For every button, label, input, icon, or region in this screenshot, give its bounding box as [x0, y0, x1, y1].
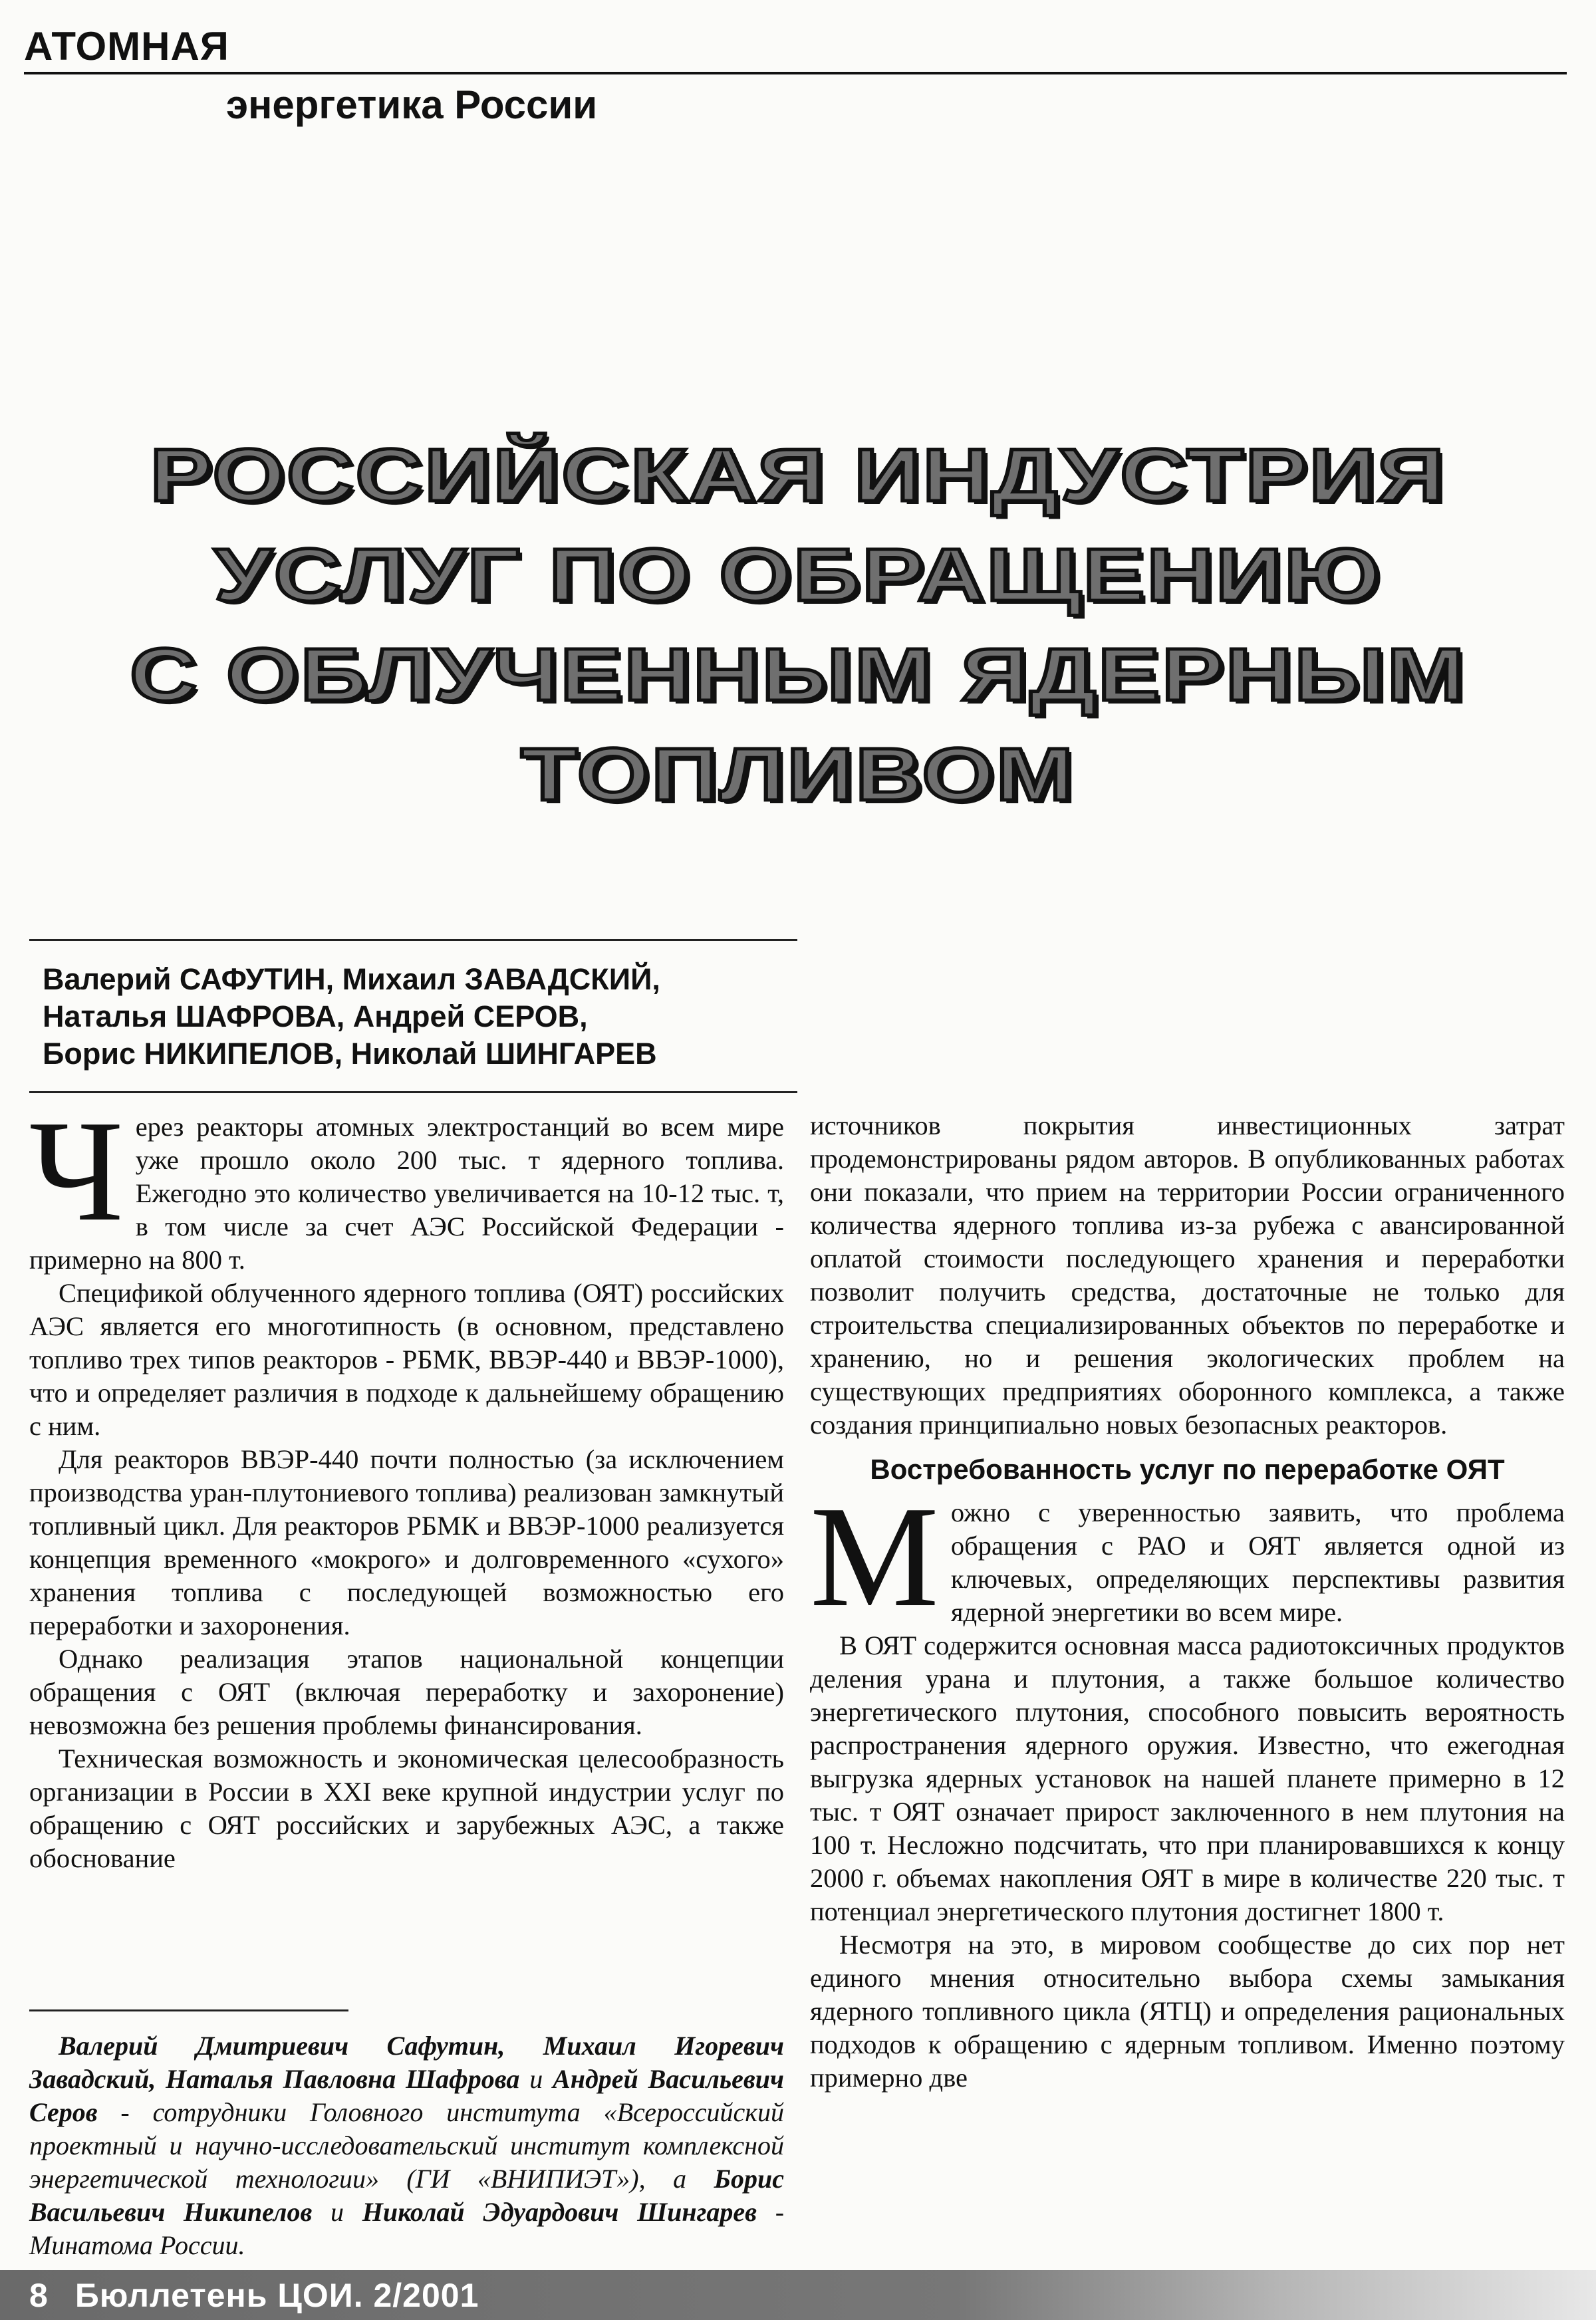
authors-byline [29, 939, 797, 1093]
right-paragraph-2 [810, 1477, 1565, 1637]
left-paragraph-2: Спецификой облученного ядерного топлива (ОЯТ) российских АЭС является его многотипность (в основном, представлено топливо трех типов реакторов - РБМК, ВВЭР-440 и ВВЭР-1000), что и определяет различия в подходе к дальнейшему обращению с ним. [29, 1278, 784, 1441]
left-paragraph-1 [29, 1091, 784, 1277]
drop-cap-left: Ч [29, 1091, 124, 1251]
authors-line-1: Валерий САФУТИН, Михаил ЗАВАДСКИЙ, [43, 962, 660, 996]
section-heading: Востребованность услуг по переработке ОЯТ [870, 1454, 1505, 1485]
bio-names-4: Николай Эдуардович Шингарев [362, 2197, 757, 2227]
footer [29, 2277, 479, 2314]
right-column [810, 1109, 1565, 2095]
right-paragraph-2-text: ожно с уверенностью заявить, что проблема обращения с РАО и ОЯТ является одной из ключевых, определяющих перспективы развития ядерной энергетики во всем мире. [950, 1497, 1565, 1627]
header-divider [24, 72, 1567, 74]
title-line-4: ТОПЛИВОМ [521, 733, 1075, 816]
right-paragraph-4: Несмотря на это, в мировом сообществе до сих пор нет единого мнения относительно выбора схемы замыкания ядерного топливного цикла (ЯТЦ) и определения рациональных подходов к обращению с ядерным топливом. Именно поэтому примерно две [810, 1930, 1565, 2093]
bio-and-2: и [312, 2197, 362, 2227]
left-paragraph-3: Для реакторов ВВЭР-440 почти полностью (за исключением производства уран-плутониевого топлива) реализован замкнутый топливный цикл. Для реакторов РБМК и ВВЭР-1000 реализуется концепция временного «мокрого» и долговременного «сухого» хранения топлива с последующей возможностью его переработки и захоронения. [29, 1444, 784, 1640]
section-title: АТОМНАЯ [24, 24, 229, 68]
bio-names-2: Андрей Васильевич Серов [29, 2064, 784, 2127]
article-title [0, 426, 1596, 825]
bio-role-2: - Минатома России. [29, 2197, 785, 2260]
right-paragraph-1: источников покрытия инвестиционных затрат продемонстрированы рядом авторов. В опубликованных работах они показали, что прием на территории России ограниченного количества ядерного топлива из-за рубежа с авансированной оплатой стоимости последующего хранения и переработки позволит получить средства, достаточные не только для строительства специализированных объектов по переработке и хранению, но и решения экологических проблем на существующих предприятиях оборонного комплекса, а также создания принципиально новых безопасных реакторов. [810, 1110, 1565, 1440]
left-paragraph-4: Однако реализация этапов национальной концепции обращения с ОЯТ (включая переработку и захоронение) невозможна без решения проблемы финансирования. [29, 1644, 784, 1740]
authors-line-3: Борис НИКИПЕЛОВ, Николай ШИНГАРЕВ [43, 1037, 657, 1071]
author-bio [29, 2029, 784, 2262]
left-column [29, 1091, 784, 1875]
bio-names-3: Борис Васильевич Никипелов [29, 2164, 784, 2227]
right-paragraph-3: В ОЯТ содержится основная масса радиотоксичных продуктов деления урана и плутония, а также большое количество энергетического плутония, способного повысить вероятность распространения ядерного оружия. Известно, что ежегодная выгрузка ядерных установок на нашей планете примерно в 12 тыс. т ОЯТ означает прирост заключенного в нем плутония на 100 т. Несложно подсчитать, что при планировавшихся к концу 2000 г. объемах накопления ОЯТ в мире в количестве 220 тыс. т потенциал энергетического плутония достигнет 1800 т. [810, 1630, 1565, 1926]
section-subtitle: энергетика России [226, 82, 598, 127]
page-number: 8 [29, 2277, 49, 2314]
bio-and-1: и [519, 2064, 553, 2094]
left-paragraph-1-text: ерез реакторы атомных электростанций во всем мире уже прошло около 200 тыс. т ядерного топлива. Ежегодно это количество увеличивается на 10-12 тыс. т, в том числе за счет АЭС Российской Федерации - примерно на 800 т. [29, 1112, 784, 1275]
bio-divider [29, 2009, 348, 2011]
drop-cap-right: М [810, 1477, 939, 1637]
bio-role-1: - сотрудники Головного института «Всероссийский проектный и научно-исследовательский институт комплексной энергетической технологии» (ГИ «ВНИПИЭТ»), а [29, 2097, 784, 2194]
left-paragraph-5: Техническая возможность и экономическая целесообразность организации в России в XXI веке крупной индустрии услуг по обращению с ОЯТ российских и зарубежных АЭС, а также обоснование [29, 1743, 784, 1873]
publication-name: Бюллетень ЦОИ. 2/2001 [74, 2277, 479, 2314]
bio-names-1: Валерий Дмитриевич Сафутин, Михаил Игоревич Завадский, Наталья Павловна Шафрова [29, 2031, 784, 2094]
title-line-3: С ОБЛУЧЕННЫМ ЯДЕРНЫМ [130, 633, 1466, 716]
title-line-2: УСЛУГ ПО ОБРАЩЕНИЮ [214, 533, 1382, 616]
title-line-1: РОССИЙСКАЯ ИНДУСТРИЯ [150, 434, 1446, 517]
authors-line-2: Наталья ШАФРОВА, Андрей СЕРОВ, [43, 999, 588, 1033]
